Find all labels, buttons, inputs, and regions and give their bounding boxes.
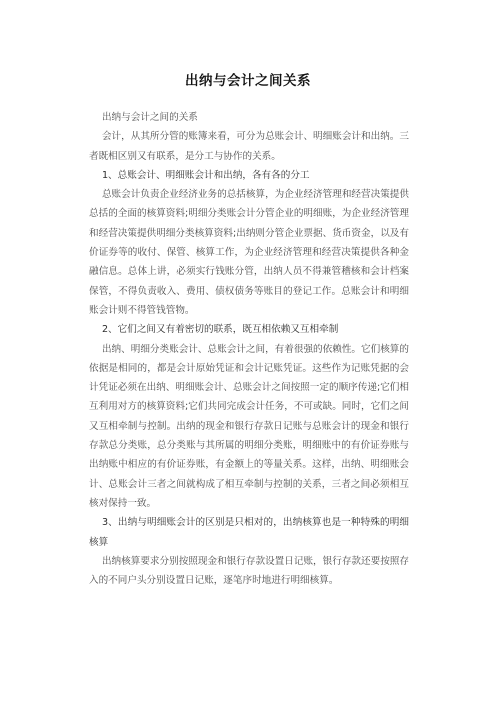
paragraph-overview: 会计，从其所分管的账簿来看，可分为总账会计、明细账会计和出纳。三者既相区别又有联系，是分工与协作的关系。 xyxy=(89,131,409,162)
section-heading-3: 3、出纳与明细账会计的区别是只相对的，出纳核算也是一种特殊的明细核算 xyxy=(89,517,409,548)
paragraph-section-3: 出纳核算要求分别按照现金和银行存款设置日记账，银行存款还要按照存入的不同户头分别设置日记账，逐笔序时地进行明细核算。 xyxy=(89,555,409,587)
paragraph-section-2: 出纳、明细分类账会计、总账会计之间，有着很强的依赖性。它们核算的依据是相同的，都是会计原始凭证和会计记账凭证。这些作为记账凭据的会计凭证必须在出纳、明细账会计、总账会计之间按照一定的顺序传递;它们相互利用对方的核算资料;它们共同完成会计任务，不可或缺。同时，它们之间又互相牵制与控制。出纳的现金和银行存款日记账与总账会计的现金和银行存款总分类账，总分类账与其所属的明细分类账，明细账中的有价证券账与出纳账中相应的有价证券账，有金额上的等量关系。这样，出纳、明细账会计、总账会计三者之间就构成了相互牵制与控制的关系，三者之间必须相互核对保持一致。 xyxy=(89,343,409,509)
document-body xyxy=(89,108,409,590)
document-title: 出纳与会计之间关系 xyxy=(185,73,311,89)
paragraph-intro: 出纳与会计之间的关系 xyxy=(101,112,198,123)
paragraph-section-1: 总账会计负责企业经济业务的总括核算，为企业经济管理和经营决策提供总括的全面的核算资料;明细分类账会计分管企业的明细账，为企业经济管理和经营决策提供明细分类核算资料;出纳则分管企业票据、货币资金，以及有价证券等的收付、保管、核算工作，为企业经济管理和经营决策提供各种金融信息。总体上讲，必须实行钱账分管，出纳人员不得兼管稽核和会计档案保管，不得负责收入、费用、债权债务等账目的登记工作。总账会计和明细账会计则不得管钱管物。 xyxy=(89,189,409,316)
section-heading-1: 1、总账会计、明细账会计和出纳，各有各的分工 xyxy=(101,169,310,181)
section-heading-2: 2、它们之间又有着密切的联系，既互相依赖又互相牵制 xyxy=(101,324,339,336)
